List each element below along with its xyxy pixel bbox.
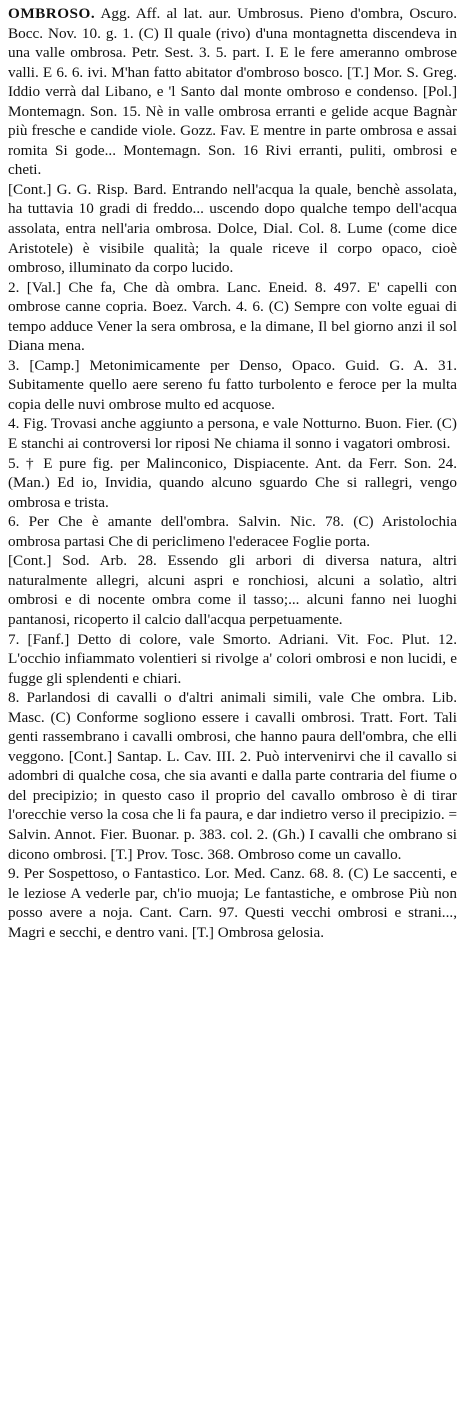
entry-paragraph-8: [Cont.] Sod. Arb. 28. Essendo gli arbori di diversa natura, altri naturalmente allegri, alcuni aspri e ronchiosi, alcuni a solatìo, altri ombrosi e di nocente ombra come il tasso;... alcuni fanno nei luoghi pantanosi, ricoperto il calcio dall'acqua perpetuamente. (8, 552, 457, 628)
entry-paragraph-7: 6. Per Che è amante dell'ombra. Salvin. Nic. 78. (C) Aristolochia ombrosa partasi Che di periclimeno l'ederacee Foglie porta. (8, 513, 457, 550)
entry-paragraph-5: 4. Fig. Trovasi anche aggiunto a persona, e vale Notturno. Buon. Fier. (C) E stanchi ai controversi lor riposi Ne chiama il sonno i vagatori ombrosi. (8, 415, 457, 453)
entry-headword: OMBROSO. (8, 5, 96, 22)
entry-paragraph-9: 7. [Fanf.] Detto di colore, vale Smorto. Adriani. Vit. Foc. Plut. 12. L'occhio infiammato volentieri si rivolge a' colori ombrosi e non lucidi, e fugge gli splendenti e chiari. (8, 630, 457, 687)
entry-paragraph-4: 3. [Camp.] Metonimicamente per Denso, Opaco. Guid. G. A. 31. Subitamente quello aere sereno fu fatto turbolento e feroce per la multa copia delle nuvi ombrose multo ed acquose. (8, 356, 457, 413)
entry-paragraph-10: 8. Parlandosi di cavalli o d'altri animali simili, vale Che ombra. Lib. Masc. (C) Conforme sogliono essere i cavalli ombrosi. Tratt. Fort. Tali genti rassembrano i cavalli ombrosi, che hanno paura dell'ombra, che elli veggono. [Cont.] Santap. L. Cav. III. 2. Può intervenirvi che il cavallo si adombri di qualche cosa, che sia avanti e dalla parte contraria del fiume o del precipizio; in questo caso il proprio del cavallo ombroso è di tirar l'orecchie verso la cosa che li fa paura, e dar indietro verso il precipizio. = Salvin. Annot. Fier. Buonar. p. 383. col. 2. (Gh.) I cavalli che ombrano si dicono ombrosi. [T.] Prov. Tosc. 368. Ombroso come un cavallo. (8, 689, 458, 863)
entry-paragraph-1 (8, 4, 457, 180)
entry-paragraph-3: 2. [Val.] Che fa, Che dà ombra. Lanc. Eneid. 8. 497. E' capelli con ombrose canne copria. Boez. Varch. 4. 6. (C) Sempre con volte eguai di tempo adduce Vener la sera ombrosa, e la dimane, Il bel giorno anzi il sol Diana mena. (8, 278, 457, 355)
entry-definition-text: Agg. Aff. al lat. aur. Umbrosus. Pieno d'ombra, Oscuro. Bocc. Nov. 10. g. 1. (C) Il quale (rivo) d'una montagnetta discendeva in una valle ombrosa. Petr. Sest. 3. 5. part. I. E le fere ameranno ombrose valli. E 6. 6. ivi. M'han fatto abitator d'ombroso bosco. [T.] Mor. S. Greg. Iddio verrà dal Libano, e 'l Santo dal monte ombroso e condenso. [Pol.] Montemagn. Son. 15. Nè in valle ombrosa erranti e gelide acque Bagnàr più fresche e candide viole. Gozz. Fav. E mentre in parte ombrosa e assai romita Si gode... Montemagn. Son. 16 Rivi erranti, puliti, ombrosi e cheti. (8, 5, 457, 179)
entry-paragraph-2: [Cont.] G. G. Risp. Bard. Entrando nell'acqua la quale, benchè assolata, ha tuttavia 10 gradi di freddo... uscendo dopo qualche tempo dell'acqua assolata, entra nell'aria ombrosa. Dolce, Dial. Col. 8. Lume (come dice Aristotele) è visibile qualità; la quale riceve il corpo opaco, cioè ombroso, illuminato da corpo lucido. (8, 180, 457, 277)
entry-paragraph-11: 9. Per Sospettoso, o Fantastico. Lor. Med. Canz. 68. 8. (C) Le saccenti, e le leziose A vederle par, ch'io muoja; Le fantastiche, e ombrose Più non posso avere a noja. Cant. Carn. 97. Questi vecchi ombrosi e strani..., Magri e secchi, e dentro vani. [T.] Ombrosa gelosia. (8, 865, 457, 941)
entry-paragraph-6: 5. † E pure fig. per Malinconico, Dispiacente. Ant. da Ferr. Son. 24. (Man.) Ed io, Invidia, quando alcuno sguardo Che si rallegri, vengo ombrosa e trista. (8, 454, 457, 511)
